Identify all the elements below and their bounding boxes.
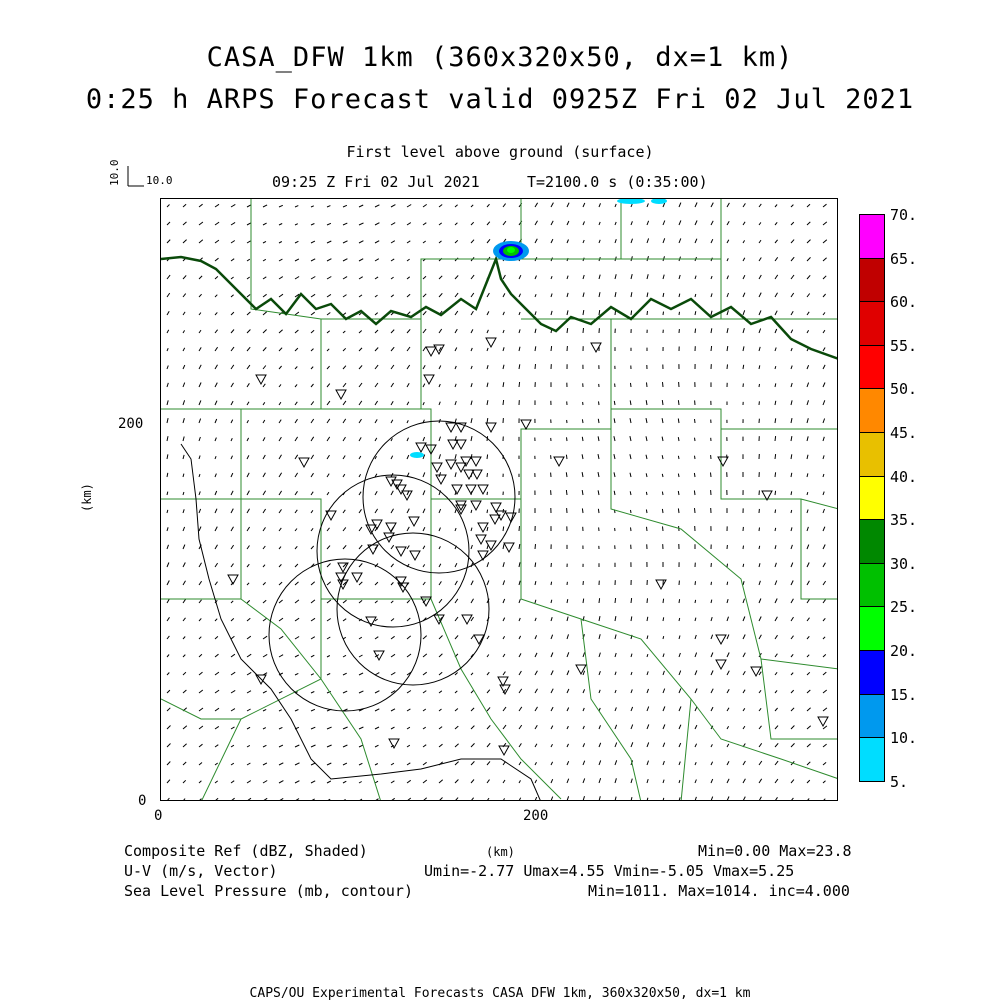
station-marker: [476, 535, 486, 544]
station-marker: [374, 651, 384, 660]
colorbar-label: 35.: [890, 511, 917, 529]
station-marker: [461, 457, 471, 466]
station-marker: [499, 746, 509, 755]
station-marker: [396, 485, 406, 494]
station-marker: [554, 457, 564, 466]
station-marker: [434, 615, 444, 624]
station-marker: [416, 443, 426, 452]
station-marker: [384, 533, 394, 542]
station-marker: [256, 375, 266, 384]
y-axis-label: (km): [80, 483, 94, 512]
station-marker: [389, 739, 399, 748]
station-marker: [716, 660, 726, 669]
colorbar-label: 25.: [890, 598, 917, 616]
station-marker: [432, 463, 442, 472]
colorbar-label: 40.: [890, 468, 917, 486]
station-marker: [424, 375, 434, 384]
colorbar-label: 5.: [890, 773, 908, 791]
station-marker: [521, 420, 531, 429]
title-line-2: 0:25 h ARPS Forecast valid 0925Z Fri 02 Jul 2021: [0, 84, 1000, 115]
station-marker: [299, 458, 309, 467]
colorbar-segment: [859, 694, 885, 739]
station-marker: [818, 717, 828, 726]
map-panel: [160, 198, 838, 801]
reflectivity-echoes: [410, 199, 667, 458]
colorbar-segment: [859, 519, 885, 564]
level-label: First level above ground (surface): [0, 143, 1000, 161]
station-marker: [336, 573, 346, 582]
legend-vector: U-V (m/s, Vector): [124, 862, 278, 880]
sim-time-label: T=2100.0 s (0:35:00): [527, 173, 708, 191]
station-marker: [352, 573, 362, 582]
station-marker: [486, 338, 496, 347]
pressure-range: Min=1011. Max=1014. inc=4.000: [588, 882, 850, 900]
station-marker: [471, 457, 481, 466]
legend-pressure: Sea Level Pressure (mb, contour): [124, 882, 413, 900]
station-marker: [336, 390, 346, 399]
vector-ref-horizontal-label: 10.0: [146, 174, 173, 187]
x-tick-0: 0: [154, 808, 162, 824]
station-marker: [478, 485, 488, 494]
station-marker: [436, 475, 446, 484]
station-markers: [228, 338, 828, 755]
station-marker: [421, 597, 431, 606]
station-marker: [402, 491, 412, 500]
uv-range: Umin=-2.77 Umax=4.55 Vmin=-5.05 Vmax=5.25: [424, 862, 794, 880]
wind-vector-field: [167, 203, 827, 802]
y-tick-0: 0: [138, 793, 146, 809]
legend-composite: Composite Ref (dBZ, Shaded): [124, 842, 368, 860]
station-marker: [396, 577, 406, 586]
colorbar-label: 70.: [890, 206, 917, 224]
colorbar-segment: [859, 606, 885, 651]
river-boundary: [161, 257, 838, 359]
x-tick-200: 200: [523, 808, 548, 824]
colorbar-segment: [859, 345, 885, 390]
station-marker: [446, 460, 456, 469]
title-line-1: CASA_DFW 1km (360x320x50, dx=1 km): [0, 42, 1000, 73]
station-marker: [410, 551, 420, 560]
colorbar-label: 50.: [890, 380, 917, 398]
vector-ref-icon: [126, 164, 146, 188]
x-axis-label: (km): [486, 845, 515, 859]
county-boundaries: [161, 199, 838, 801]
colorbar-segment: [859, 388, 885, 433]
colorbar-segment: [859, 258, 885, 303]
pressure-contour: [181, 444, 541, 801]
vector-ref-vertical-label: 10.0: [108, 160, 121, 187]
station-marker: [576, 665, 586, 674]
colorbar-label: 65.: [890, 250, 917, 268]
station-marker: [409, 517, 419, 526]
colorbar-segment: [859, 650, 885, 695]
colorbar-segment: [859, 563, 885, 608]
colorbar-label: 10.: [890, 729, 917, 747]
station-marker: [504, 543, 514, 552]
colorbar-label: 60.: [890, 293, 917, 311]
station-marker: [338, 563, 348, 572]
station-marker: [478, 523, 488, 532]
colorbar-label: 30.: [890, 555, 917, 573]
station-marker: [426, 347, 436, 356]
station-marker: [471, 501, 481, 510]
station-marker: [396, 547, 406, 556]
colorbar-label: 20.: [890, 642, 917, 660]
station-marker: [446, 423, 456, 432]
colorbar-segment: [859, 432, 885, 477]
colorbar-segment: [859, 476, 885, 521]
colorbar-segment: [859, 214, 885, 259]
station-marker: [366, 525, 376, 534]
colorbar-label: 15.: [890, 686, 917, 704]
station-marker: [486, 423, 496, 432]
station-marker: [462, 615, 472, 624]
station-marker: [452, 485, 462, 494]
y-tick-200: 200: [118, 416, 143, 432]
colorbar-label: 55.: [890, 337, 917, 355]
colorbar-label: 45.: [890, 424, 917, 442]
station-marker: [656, 580, 666, 589]
colorbar-segment: [859, 301, 885, 346]
station-marker: [434, 345, 444, 354]
station-marker: [716, 635, 726, 644]
valid-time-label: 09:25 Z Fri 02 Jul 2021: [272, 173, 480, 191]
colorbar-segment: [859, 737, 885, 782]
footer-credit: CAPS/OU Experimental Forecasts CASA DFW 1km, 360x320x50, dx=1 km: [0, 986, 1000, 1001]
ref-range: Min=0.00 Max=23.8: [698, 842, 852, 860]
